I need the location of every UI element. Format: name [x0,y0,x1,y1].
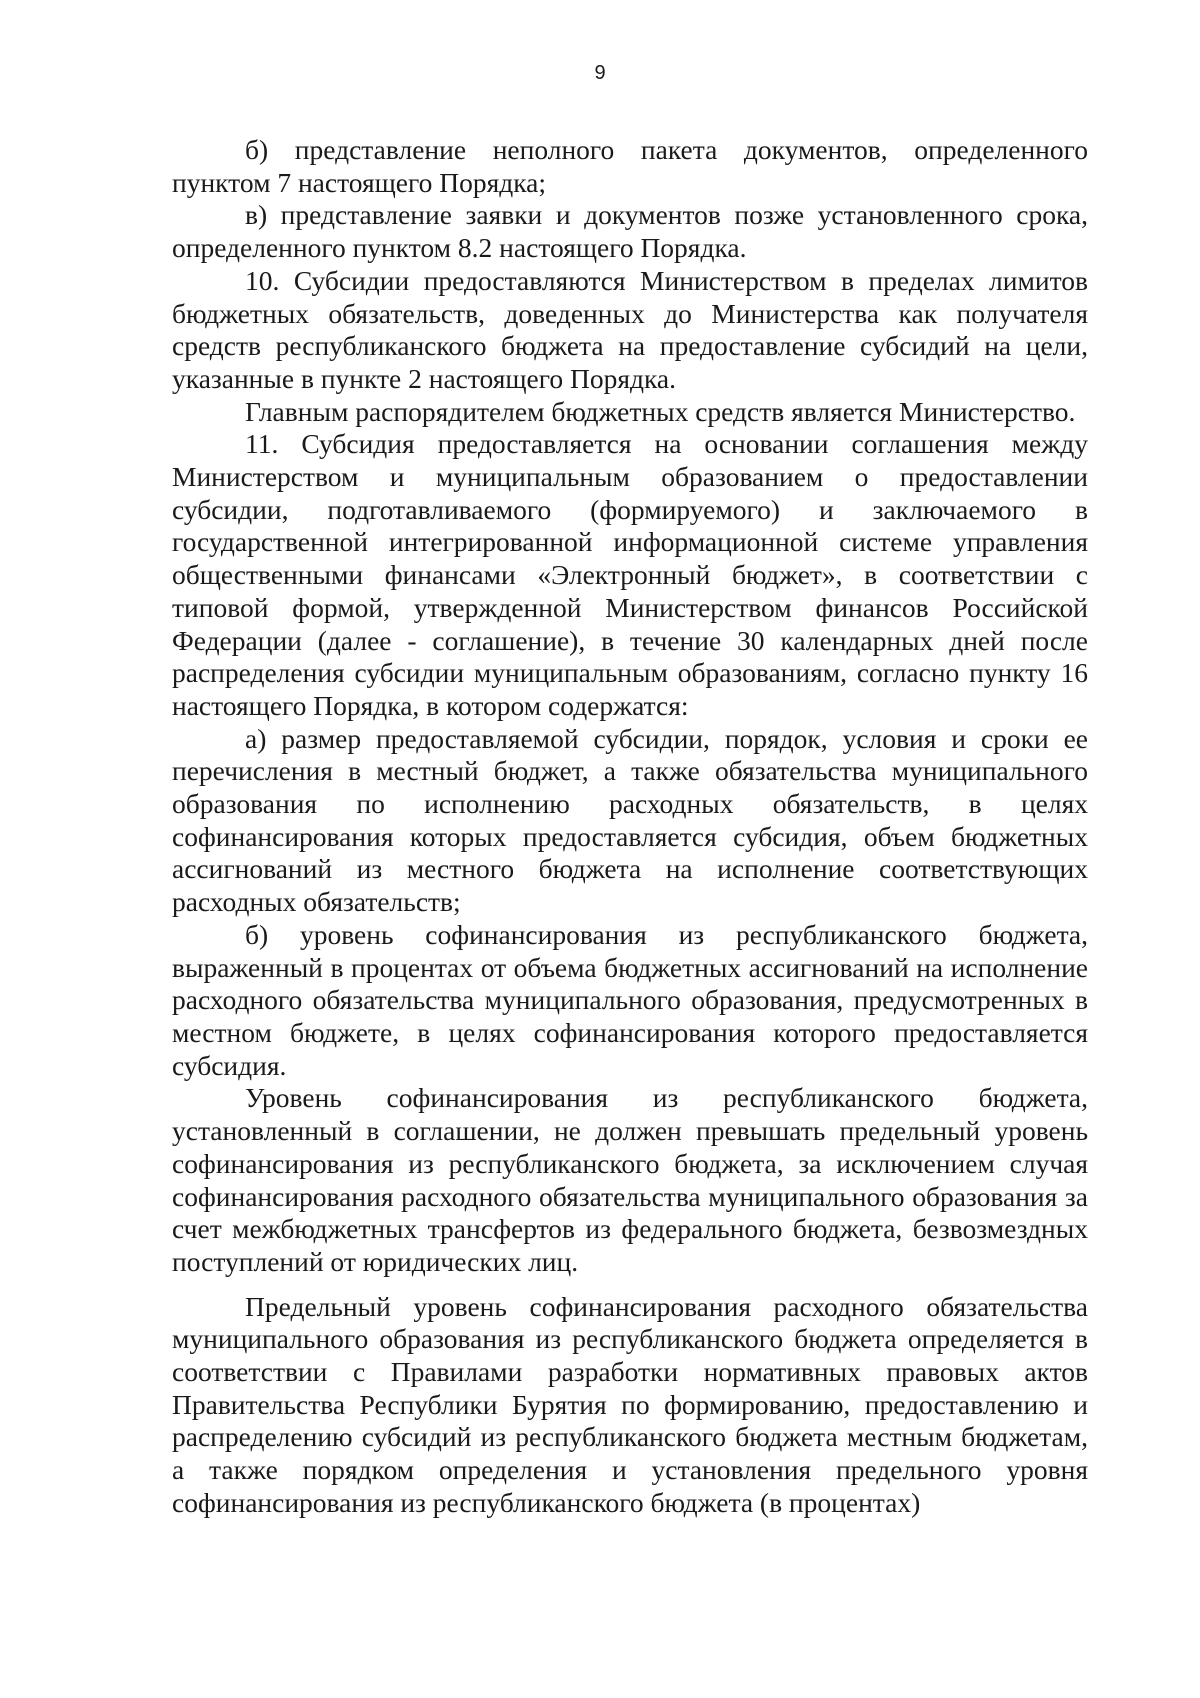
document-body [172,134,1088,1520]
paragraph-item-v-late-submission: в) представление заявки и документов позже установленного срока, определенного пунктом 8.2 настоящего Порядка. [172,199,1088,264]
paragraph-cofinancing-limit: Уровень софинансирования из республиканского бюджета, установленный в соглашении, не должен превышать предельный уровень софинансирования из республиканского бюджета, за исключением случая софинансирования расходного обязательства муниципального образования за счет межбюджетных трансфертов из федерального бюджета, безвозмездных поступлений от юридических лиц. [172,1082,1088,1277]
page-number: 9 [594,62,606,84]
paragraph-item-a-subsidy-size: а) размер предоставляемой субсидии, порядок, условия и сроки ее перечисления в местный бюджет, а также обязательства муниципального образования по исполнению расходных обязательств, в целях софинансирования которых предоставляется субсидия, объем бюджетных ассигнований из местного бюджета на исполнение соответствующих расходных обязательств; [172,722,1088,918]
paragraph-clause-11: 11. Субсидия предоставляется на основании соглашения между Министерством и муниципальным образованием о предоставлении субсидии, подготавливаемого (формируемого) и заключаемого в государственной интегрированной информационной системе управления общественными финансами «Электронный бюджет», в соответствии с типовой формой, утвержденной Министерством финансов Российской Федерации (далее - соглашение), в течение 30 календарных дней после распределения субсидии муниципальным образованиям, согласно пункту 16 настоящего Порядка, в котором содержатся: [172,428,1088,721]
paragraph-maximum-cofinancing-level: Предельный уровень софинансирования расходного обязательства муниципального образования из республиканского бюджета определяется в соответствии с Правилами разработки нормативных правовых актов Правительства Республики Бурятия по формированию, предоставлению и распределению субсидий из республиканского бюджета местным бюджетам, а также порядком определения и установления предельного уровня софинансирования из республиканского бюджета (в процентах) [172,1290,1088,1518]
paragraph-item-b-incomplete-package: б) представление неполного пакета документов, определенного пунктом 7 настоящего Порядка; [172,134,1088,198]
paragraph-main-administrator: Главным распорядителем бюджетных средств является Министерство. [245,395,1076,427]
paragraph-item-b-cofinancing-level: б) уровень софинансирования из республиканского бюджета, выраженный в процентах от объема бюджетных ассигнований на исполнение расходного обязательства муниципального образования, предусмотренных в местном бюджете, в целях софинансирования которого предоставляется субсидия. [172,918,1088,1081]
paragraph-clause-10: 10. Субсидии предоставляются Министерством в пределах лимитов бюджетных обязательств, доведенных до Министерства как получателя средств республиканского бюджета на предоставление субсидий на цели, указанные в пункте 2 настоящего Порядка. [172,264,1088,394]
